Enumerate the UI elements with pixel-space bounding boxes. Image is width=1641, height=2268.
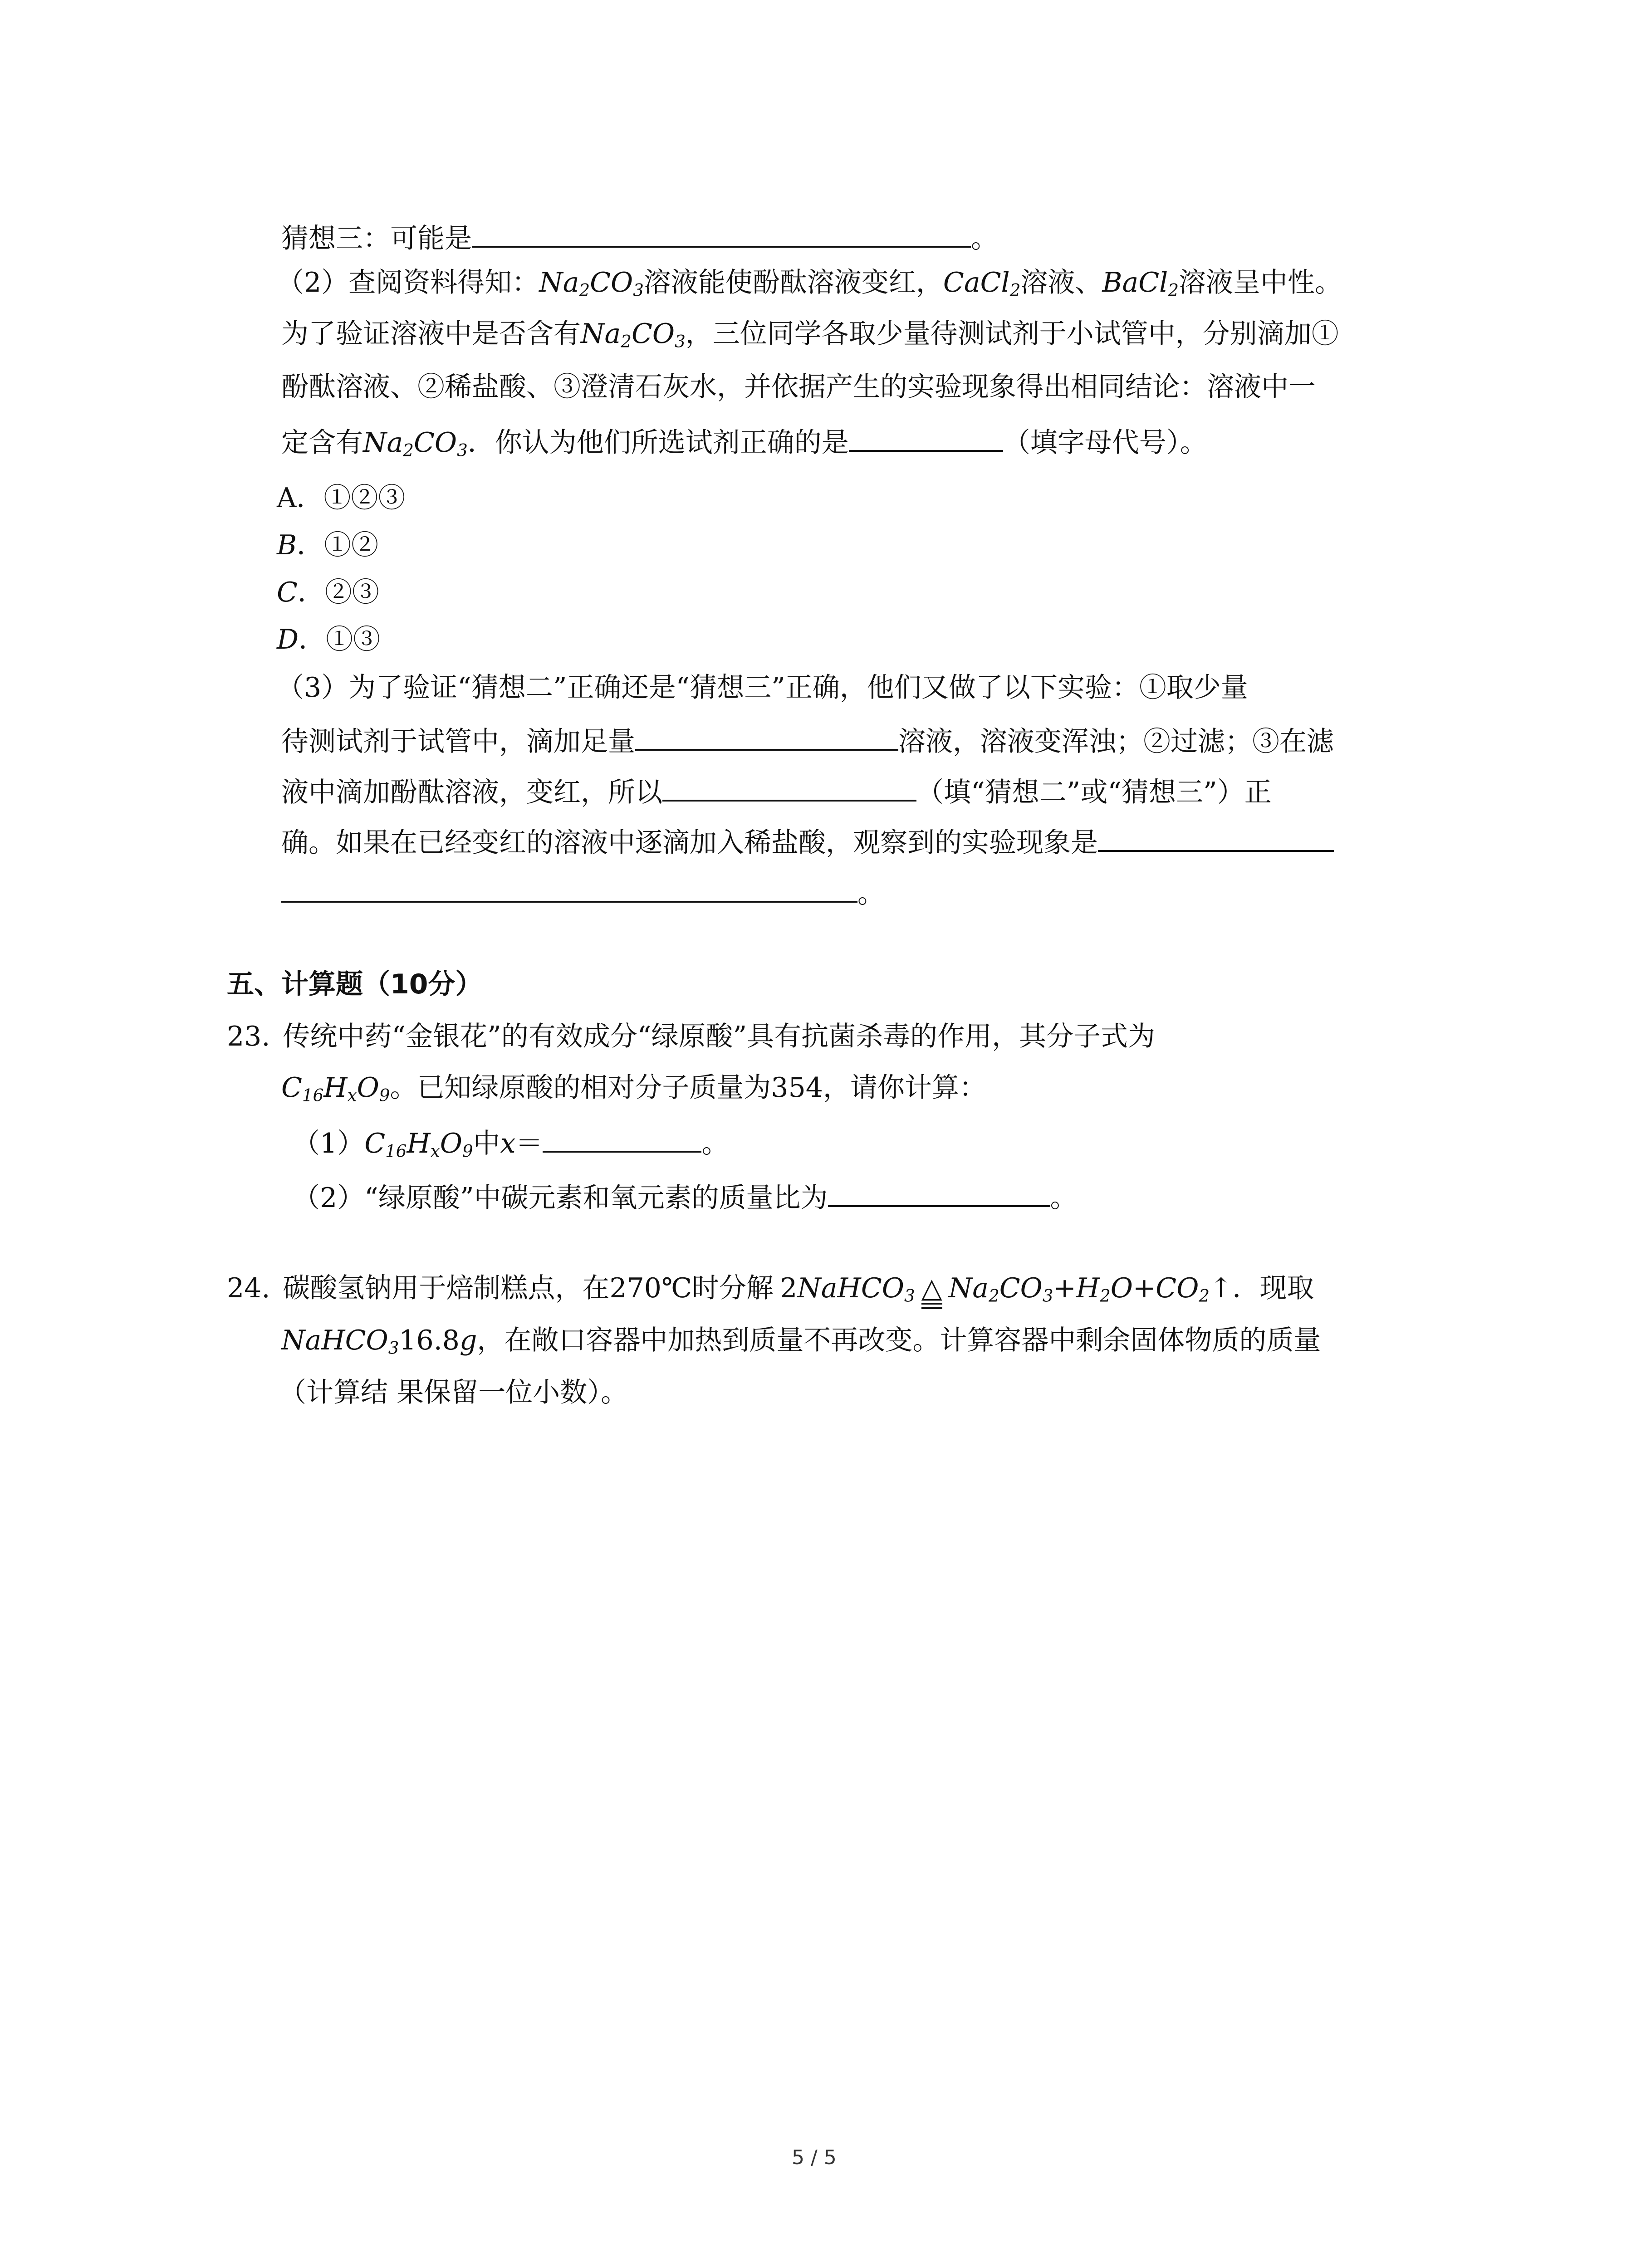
text: 溶液、 bbox=[1020, 267, 1102, 298]
option-c[interactable]: C．②③ bbox=[277, 577, 379, 608]
formula-na2co3: $Na_2CO_3$ bbox=[581, 318, 686, 352]
text: 为了验证溶液中是否含有 bbox=[281, 318, 581, 350]
text: ．现取 bbox=[1232, 1272, 1314, 1304]
text: 溶液能使酚酞溶液变红， bbox=[643, 267, 943, 298]
option-text: ①②③ bbox=[323, 482, 406, 514]
answer-blank[interactable] bbox=[662, 775, 916, 802]
formula-chlorogenic-acid: $C_{16}H_xO_9$ bbox=[281, 1072, 390, 1105]
option-letter: C bbox=[277, 577, 298, 608]
text: 待测试剂于试管中，滴加足量 bbox=[281, 726, 635, 758]
text: 传统中药“金银花”的有效成分“绿原酸”具有抗菌杀毒的作用，其分子式为 bbox=[283, 1021, 1156, 1052]
question-number: 24. bbox=[227, 1272, 270, 1304]
reaction-equation: 2NaHCO$_3$ △ $Na_2CO_3+H_2O+CO_2↑$ bbox=[780, 1272, 1232, 1304]
q23-sub2 bbox=[293, 1181, 1078, 1212]
variable-x: x bbox=[500, 1128, 516, 1159]
unit-g: g bbox=[459, 1325, 477, 1356]
formula-cacl2: CaCl$_2$ bbox=[943, 267, 1021, 300]
conjecture-three-line bbox=[281, 221, 998, 252]
option-letter: B bbox=[277, 529, 297, 561]
mass-value: 16.8 bbox=[399, 1325, 460, 1356]
answer-blank[interactable] bbox=[472, 221, 971, 248]
q22-part2-line4 bbox=[281, 425, 1207, 460]
question-number: 23. bbox=[227, 1021, 270, 1052]
q23-line2 bbox=[281, 1072, 986, 1105]
answer-blank[interactable] bbox=[281, 876, 857, 903]
q22-part2-line2 bbox=[281, 318, 1339, 352]
text: （2）查阅资料得知： bbox=[277, 267, 539, 298]
text: 。已知绿原酸的相对分子质量为354，请你计算： bbox=[390, 1072, 986, 1104]
formula-chlorogenic-acid: $C_{16}H_xO_9$ bbox=[364, 1128, 473, 1161]
q24-line3 bbox=[279, 1379, 628, 1406]
answer-blank[interactable] bbox=[828, 1181, 1050, 1207]
text: （3）为了验证“猜想二”正确还是“猜想三”正确，他们又做了以下实验：①取少量 bbox=[277, 672, 1248, 704]
answer-blank[interactable] bbox=[543, 1126, 701, 1153]
q22-part3-line4 bbox=[281, 826, 1334, 859]
answer-blank[interactable] bbox=[849, 425, 1003, 452]
option-letter: A bbox=[277, 482, 297, 514]
q22-part2-line3 bbox=[281, 373, 1316, 401]
page-number: 5 / 5 bbox=[792, 2146, 837, 2169]
text: 溶液，溶液变浑浊；②过滤；③在滤 bbox=[898, 726, 1334, 758]
q23-sub1 bbox=[293, 1126, 729, 1161]
punctuation: 。 bbox=[971, 223, 998, 254]
q22-part3-line5 bbox=[281, 876, 885, 907]
option-text: ②③ bbox=[324, 577, 379, 608]
option-a[interactable]: A．①②③ bbox=[277, 482, 406, 514]
text: ，在敞口容器中加热到质量不再改变。计算容器中剩余固体物质的质量 bbox=[477, 1325, 1321, 1356]
punctuation: 。 bbox=[701, 1128, 729, 1159]
text: 酚酞溶液、②稀盐酸、③澄清石灰水，并依据产生的实验现象得出相同结论：溶液中一 bbox=[281, 371, 1316, 403]
option-text: ①③ bbox=[326, 624, 381, 655]
q22-part3-line3 bbox=[281, 775, 1272, 806]
text: ．你认为他们所选试剂正确的是 bbox=[467, 427, 849, 459]
text: 确。如果在已经变红的溶液中逐滴加入稀盐酸，观察到的实验现象是 bbox=[281, 827, 1098, 859]
formula-bacl2: BaCl$_2$ bbox=[1102, 267, 1179, 300]
punctuation: 。 bbox=[1050, 1182, 1078, 1214]
option-letter: D bbox=[277, 624, 299, 655]
answer-blank[interactable] bbox=[635, 724, 898, 751]
punctuation: 。 bbox=[857, 878, 885, 909]
q23-line1 bbox=[227, 1023, 1155, 1050]
q22-part3-line2 bbox=[281, 724, 1334, 758]
text: ＝ bbox=[515, 1128, 543, 1159]
formula-na2co3: $Na_2CO_3$ bbox=[539, 267, 644, 300]
q22-part3-line1 bbox=[277, 672, 1248, 704]
q22-part2-line1 bbox=[277, 267, 1342, 300]
text: 中 bbox=[473, 1128, 500, 1159]
text: ，三位同学各取少量待测试剂于小试管中，分别滴加① bbox=[685, 318, 1339, 350]
option-d[interactable]: D．①③ bbox=[277, 624, 381, 655]
q24-line1 bbox=[227, 1272, 1314, 1309]
section-heading: 五、计算题（10分） bbox=[227, 968, 483, 1000]
answer-blank[interactable] bbox=[1098, 826, 1334, 852]
text: （填字母代号）。 bbox=[1003, 427, 1207, 459]
text: 溶液呈中性。 bbox=[1179, 267, 1342, 298]
text: （填“猜想二”或“猜想三”）正 bbox=[916, 777, 1272, 808]
text: 碳酸氢钠用于焙制糕点，在270℃时分解 bbox=[283, 1272, 774, 1304]
text: （计算结 果保留一位小数）。 bbox=[279, 1377, 628, 1408]
text: （1） bbox=[293, 1128, 365, 1159]
option-b[interactable]: B．①② bbox=[277, 529, 379, 561]
text: 定含有 bbox=[281, 427, 363, 459]
option-text: ①② bbox=[324, 529, 379, 561]
heat-condition: △ bbox=[921, 1275, 942, 1309]
gas-arrow-icon: ↑ bbox=[1210, 1272, 1233, 1304]
formula-na2co3: $Na_2CO_3$ bbox=[363, 427, 468, 460]
text: 液中滴加酚酞溶液，变红，所以 bbox=[281, 777, 662, 808]
q24-line2 bbox=[281, 1325, 1321, 1358]
text: （2）“绿原酸”中碳元素和氧元素的质量比为 bbox=[293, 1182, 828, 1214]
conjecture-three-label: 猜想三：可能是 bbox=[281, 223, 472, 254]
formula-nahco3: NaHCO$_3$ bbox=[281, 1325, 399, 1358]
